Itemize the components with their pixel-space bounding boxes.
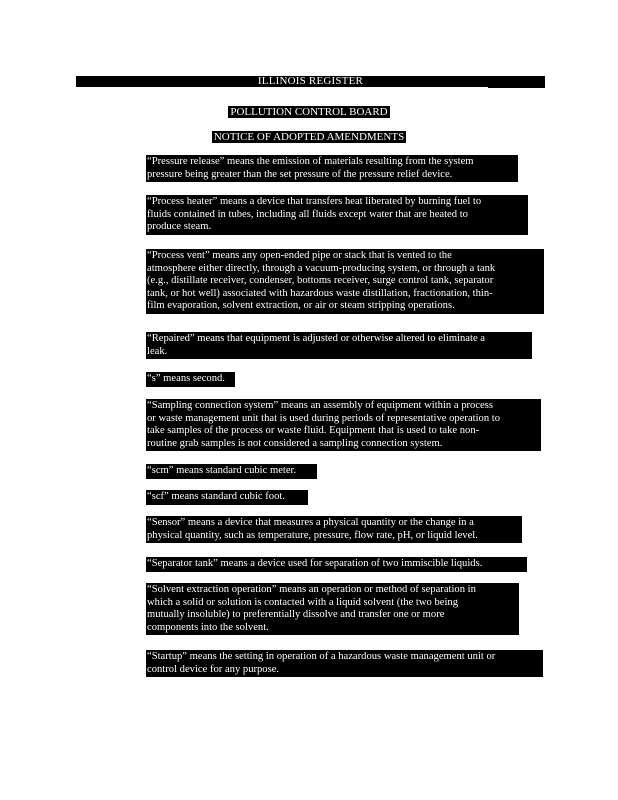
definition-line: “Process vent” means any open-ended pipe or stack that is vented to the [147, 250, 452, 261]
notice-heading [0, 127, 618, 145]
definition-line: mutually insoluble) to preferentially dissolve and transfer one or more [147, 609, 445, 621]
definition-paragraph [146, 249, 544, 314]
definition-line: “Separator tank” means a device used for separation of two immiscible liquids. [147, 558, 483, 569]
board-heading [0, 102, 618, 120]
definition-paragraph [146, 557, 527, 572]
notice-title: NOTICE OF ADOPTED AMENDMENTS [213, 131, 405, 143]
definition-line: “Sampling connection system” means an assembly of equipment within a process [147, 400, 493, 411]
definition-paragraph [146, 583, 519, 635]
definition-line: components into the solvent. [147, 621, 269, 633]
definition-line: “Repaired” means that equipment is adjusted or otherwise altered to eliminate a [147, 333, 485, 344]
definition-line: which a solid or solution is contacted with a liquid solvent (the two being [147, 596, 458, 608]
definition-line: (e.g., distillate receiver, condenser, bottoms receiver, surge control tank, separator [147, 275, 494, 287]
definition-line: “Startup” means the setting in operation of a hazardous waste management unit or [147, 651, 496, 662]
definition-line: leak. [147, 345, 168, 357]
definition-line: routine grab samples is not considered a sampling connection system. [147, 437, 443, 449]
definition-paragraph [146, 490, 308, 505]
header-rule [488, 86, 545, 88]
definition-line: “Sensor” means a device that measures a physical quantity or the change in a [147, 517, 474, 528]
definition-line: “Process heater” means a device that transfers heat liberated by burning fuel to [147, 196, 482, 207]
register-header-bar [76, 76, 545, 87]
definition-line: produce steam. [147, 221, 212, 233]
definition-paragraph [146, 516, 522, 543]
definition-line: “s” means second. [147, 373, 225, 384]
board-title: POLLUTION CONTROL BOARD [230, 106, 388, 118]
definition-paragraph [146, 399, 541, 451]
definition-line: fluids contained in tubes, including all fluids except water that are heated to [147, 208, 468, 220]
definition-line: atmosphere either directly, through a vacuum-producing system, or through a tank [147, 262, 496, 274]
definition-paragraph [146, 332, 532, 359]
definition-line: or waste management unit that is used during periods of representative operation to [147, 412, 501, 424]
definition-line: pressure being greater than the set pressure of the pressure relief device. [147, 168, 453, 180]
definition-paragraph [146, 650, 543, 677]
definition-line: take samples of the process or waste fluid. Equipment that is used to take non- [147, 425, 480, 437]
definition-line: control device for any purpose. [147, 663, 280, 675]
definition-line: “scf” means standard cubic foot. [147, 491, 285, 502]
definition-line: film evaporation, solvent extraction, or air or steam stripping operations. [147, 300, 455, 312]
definition-line: “Pressure release” means the emission of materials resulting from the system [147, 156, 474, 167]
definition-line: tank, or hot well) associated with hazardous waste distillation, fractionation, thin- [147, 287, 493, 299]
register-title: ILLINOIS REGISTER [257, 75, 364, 87]
definition-line: “scm” means standard cubic meter. [147, 465, 297, 476]
definition-paragraph [146, 372, 235, 387]
definition-paragraph [146, 155, 518, 182]
definition-line: “Solvent extraction operation” means an operation or method of separation in [147, 584, 476, 595]
definition-line: physical quantity, such as temperature, pressure, flow rate, pH, or liquid level. [147, 529, 478, 541]
definition-paragraph [146, 464, 317, 479]
definition-paragraph [146, 195, 528, 235]
